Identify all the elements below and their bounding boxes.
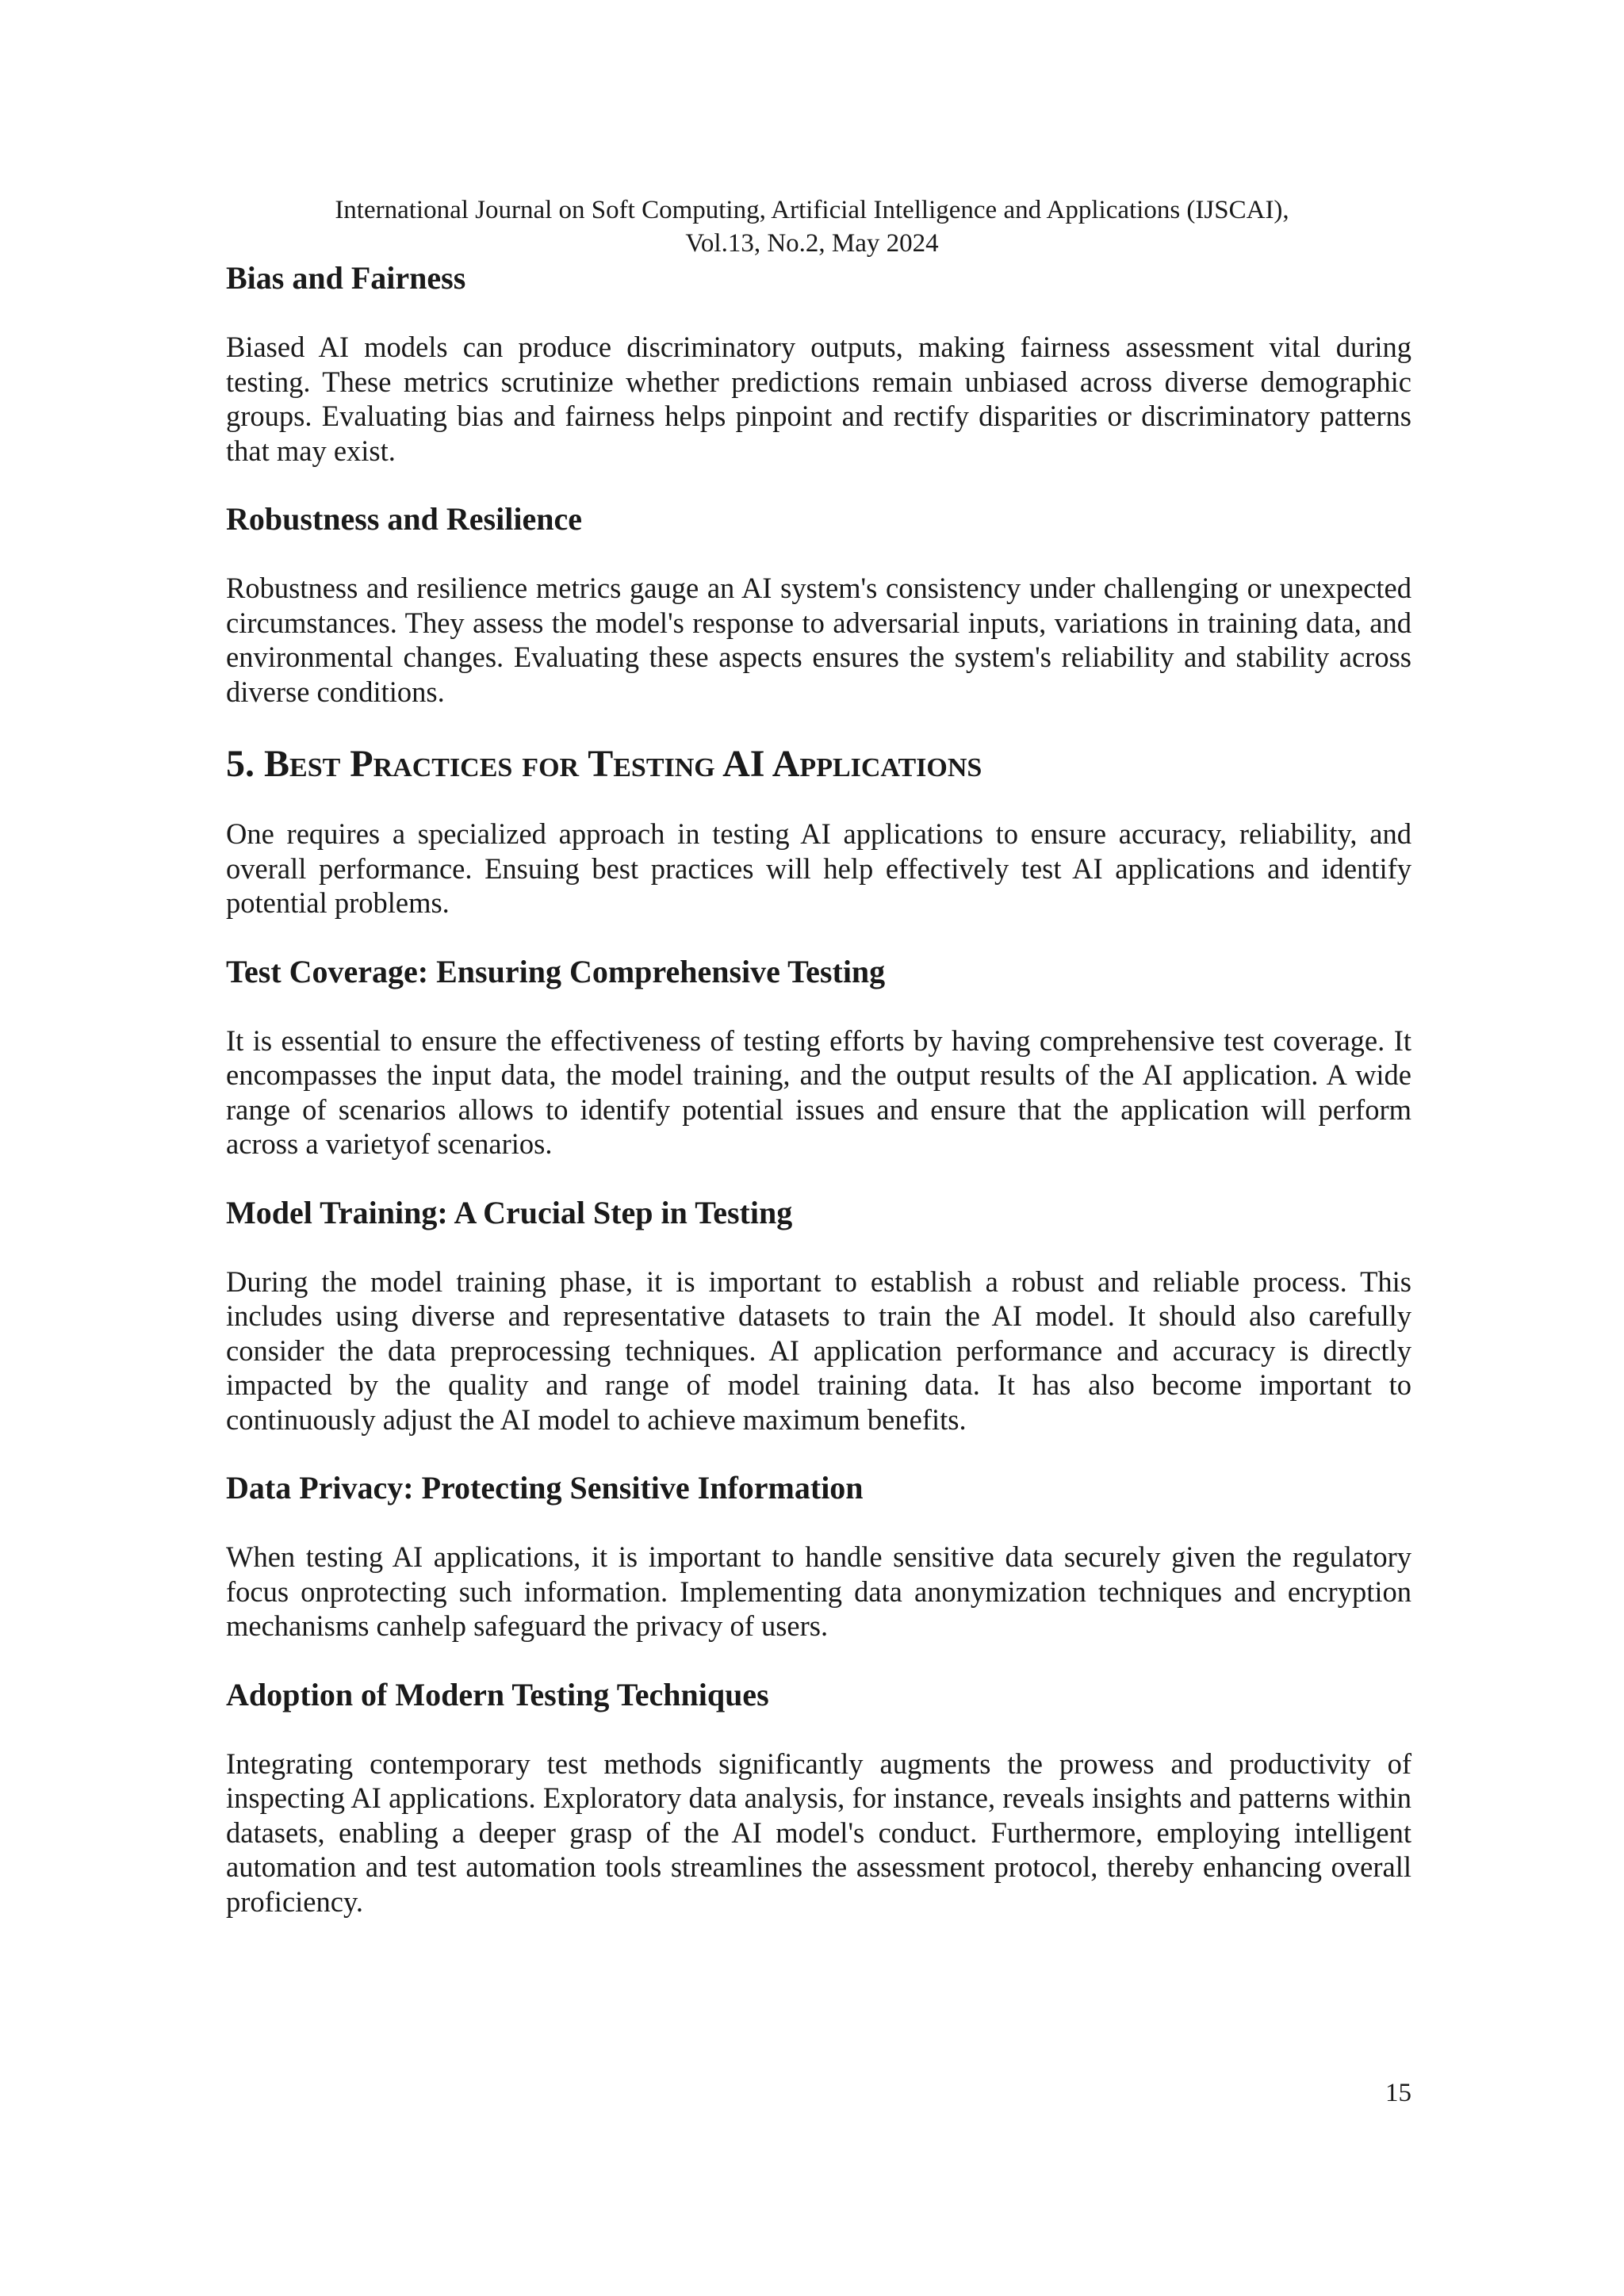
section-5-intro: One requires a specialized approach in testing AI applications to ensure accuracy, reliability, and overall performance. Ensuing best practices will help effectively test AI applications and identify potential problems.	[226, 817, 1411, 919]
page-body	[226, 258, 1411, 1919]
model-training-paragraph: During the model training phase, it is important to establish a robust and reliable process. This includes using diverse and representative datasets to train the AI model. It should also carefully consider the data preprocessing techniques. AI application performance and accuracy is directly impacted by the quality and range of model training data. It has also become important to continuously adjust the AI model to achieve maximum benefits.	[226, 1265, 1411, 1436]
bias-fairness-paragraph: Biased AI models can produce discriminatory outputs, making fairness assessment vital during testing. These metrics scrutinize whether predictions remain unbiased across diverse demographic groups. Evaluating bias and fairness helps pinpoint and rectify disparities or discriminatory patterns that may exist.	[226, 331, 1411, 467]
data-privacy-paragraph: When testing AI applications, it is important to handle sensitive data securely given the regulatory focus onprotecting such information. Implementing data anonymization techniques and encryption mechanisms canhelp safeguard the privacy of users.	[226, 1540, 1411, 1642]
bias-fairness-heading: Bias and Fairness	[226, 260, 466, 296]
test-coverage-paragraph: It is essential to ensure the effectiveness of testing efforts by having comprehensive test coverage. It encompasses the input data, the model training, and the output results of the AI application. A wide range of scenarios allows to identify potential issues and ensure that the application will perform across a varietyof scenarios.	[226, 1024, 1411, 1160]
robustness-heading: Robustness and Resilience	[226, 501, 582, 537]
data-privacy-heading: Data Privacy: Protecting Sensitive Information	[226, 1470, 864, 1506]
robustness-paragraph: Robustness and resilience metrics gauge an AI system's consistency under challenging or unexpected circumstances. They assess the model's response to adversarial inputs, variations in training data, and environmental changes. Evaluating these aspects ensures the system's reliability and stability across diverse conditions.	[226, 572, 1411, 708]
journal-header-line2: Vol.13, No.2, May 2024	[685, 229, 939, 258]
test-coverage-heading: Test Coverage: Ensuring Comprehensive Testing	[226, 953, 886, 989]
page-number: 15	[1385, 2079, 1411, 2107]
journal-header-line1: International Journal on Soft Computing, Artificial Intelligence and Applications (IJSCAI),	[335, 196, 1289, 224]
modern-testing-paragraph: Integrating contemporary test methods significantly augments the prowess and productivity of inspecting AI applications. Exploratory data analysis, for instance, reveals insights and patterns within datasets, enabling a deeper grasp of the AI model's conduct. Furthermore, employing intelligent automation and test automation tools streamlines the assessment protocol, thereby enhancing overall proficiency.	[226, 1747, 1411, 1918]
model-training-heading: Model Training: A Crucial Step in Testing	[226, 1194, 793, 1230]
journal-header	[0, 193, 1624, 260]
modern-testing-heading: Adoption of Modern Testing Techniques	[226, 1676, 769, 1712]
section-5-title: 5. Best Practices for Testing AI Applications	[226, 743, 982, 785]
